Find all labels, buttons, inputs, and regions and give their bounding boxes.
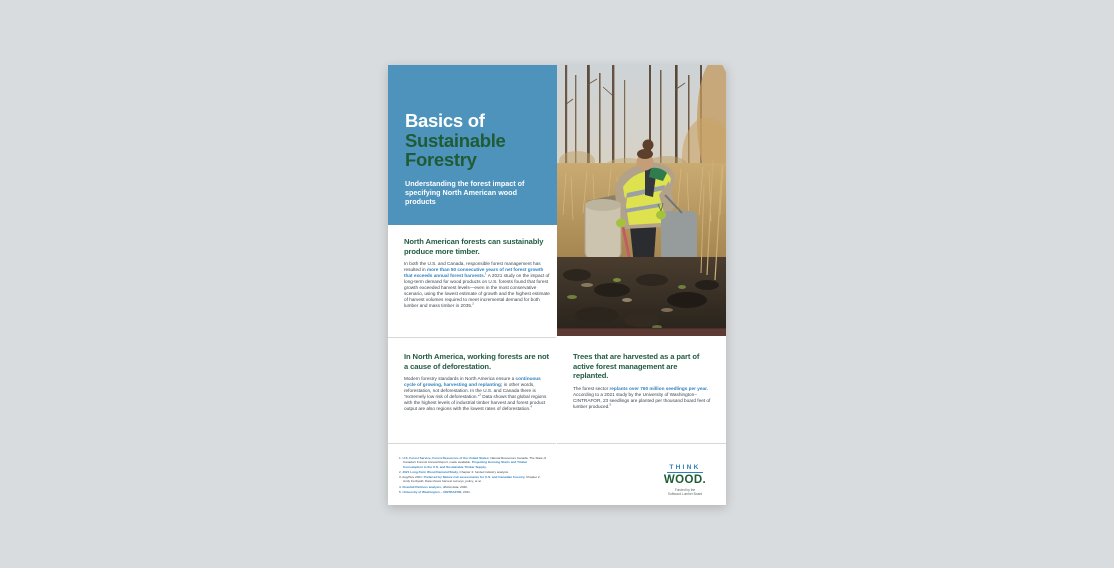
body-text-segment: According to a 2021 study by the University of Washington–CINTRAFOR, 23 seedlings are planted per thousand board feet of lumber produced. [573,391,711,409]
footnote-text: Chapter 2: Andy Kerbyath. Data shows harvest surveys, policy, et al. [403,475,541,484]
inline-link[interactable]: replants over 760 million seedlings per year. [609,385,708,391]
footnote-link[interactable]: 2021 Long-Term Wood Demand Study, [402,469,459,474]
footnotes [399,456,547,495]
inline-link[interactable]: more than 50 consecutive years of net forest growth that exceeds annual forest harvests. [404,267,544,278]
footnote [399,485,547,489]
footnote-ref: 2 [472,300,474,305]
footnote-text: 5. [399,490,403,495]
footnote [399,470,547,474]
footnote-text: Chapter 4: funded industry analysis. [458,469,509,474]
body-text-segment: Modern forestry standards in North America ensure a [404,376,516,382]
footer-divider-left [388,443,556,444]
thinkwood-logo [648,456,722,496]
logo-tagline-line-1: Funded by the [674,487,696,492]
footnote-text: official data, 2020. [441,484,468,489]
logo-tagline-line-2: Softwood Lumber Board [667,491,703,496]
footnote-link[interactable]: U.S. Forest Service, Forest Resources of the United States; [402,456,490,460]
footnote-link[interactable]: University of Washington – CINTRAFOR, [402,490,463,495]
footnote-link[interactable]: Dovetail Partners analysis, [402,484,442,489]
section-heading: In North America, working forests are not a cause of deforestation. [404,352,549,371]
page-title [405,111,543,170]
section-trees-replanted [573,352,717,409]
footnote-ref: 4 [530,404,532,409]
inline-link[interactable]: continuous cycle of growing, harvesting and replanting; [404,376,541,388]
logo-tagline [648,488,722,496]
footnote-ref: 3 [479,392,481,397]
footnote-text: 4. [399,484,403,489]
section-body [573,386,717,410]
section-body [404,261,550,308]
footnote-ref: 5 [609,401,612,406]
section-body [404,376,550,411]
header-banner [388,65,557,225]
forestry-worker-photo [557,65,726,336]
document-page [388,65,726,505]
title-line-1: Basics of [405,110,485,131]
page-subtitle: Understanding the forest impact of specifying North American wood products [405,178,525,206]
title-line-3: Forestry [405,149,477,170]
footnote [399,475,547,484]
section-divider [388,337,556,338]
footer-divider-right [557,443,726,444]
body-text-segment: A 2021 study on the impact of long-term demand for wood products on U.S. forests found that forest growth exceeded harvest levels—even in the most conservative scenario, using the lowest estimate of growth and the highest estimate of harvest volumes required to meet incremental demand for both lumber and mass timber in 2035. [404,273,550,308]
footnote-text: 2. [399,469,403,474]
footnote-link[interactable]: Preferred by Nature risk assessments for U.S. and Canadian forestry, [423,475,526,480]
footnote [399,490,547,494]
body-text-segment: In both the U.S. and Canada, responsible forest management has resulted in [404,261,541,273]
section-heading: Trees that are harvested as a part of active forest management are replanted. [573,352,700,381]
footnote [399,456,547,469]
section-not-deforestation [404,352,550,412]
footnote-link[interactable]: Projecting Housing Starts and Timber Consumption in the U.S. and Sustainable Timber Supply. [403,460,528,469]
footnote-text: 3. Aug/Nov 2021: [399,475,424,480]
section-heading: North American forests can sustainably produce more timber. [404,237,544,256]
body-text-segment: The forest sector [573,385,610,391]
footnote-text: 2021. [462,490,471,495]
footnote-text: Natural Resources Canada, The State of Canada's Forests Annual Report, made available. [403,456,547,465]
section-sustainable-timber [404,237,550,308]
footnote-ref: 1 [485,271,487,276]
footnote-text: 1. [399,456,403,460]
body-text-segment: Data shows that global regions with the highest levels of industrial timber harvest and forest product output are also regions with the lowest rates of deforestation. [404,393,547,411]
title-line-2: Sustainable [405,129,506,151]
logo-wood-text: WOOD. [663,474,707,486]
body-text-segment: in other words, reforestation, not deforestation. In the U.S. and Canada there is “extremely low risk of deforestation.” [404,382,536,399]
logo-think-text: THINK [669,464,701,471]
